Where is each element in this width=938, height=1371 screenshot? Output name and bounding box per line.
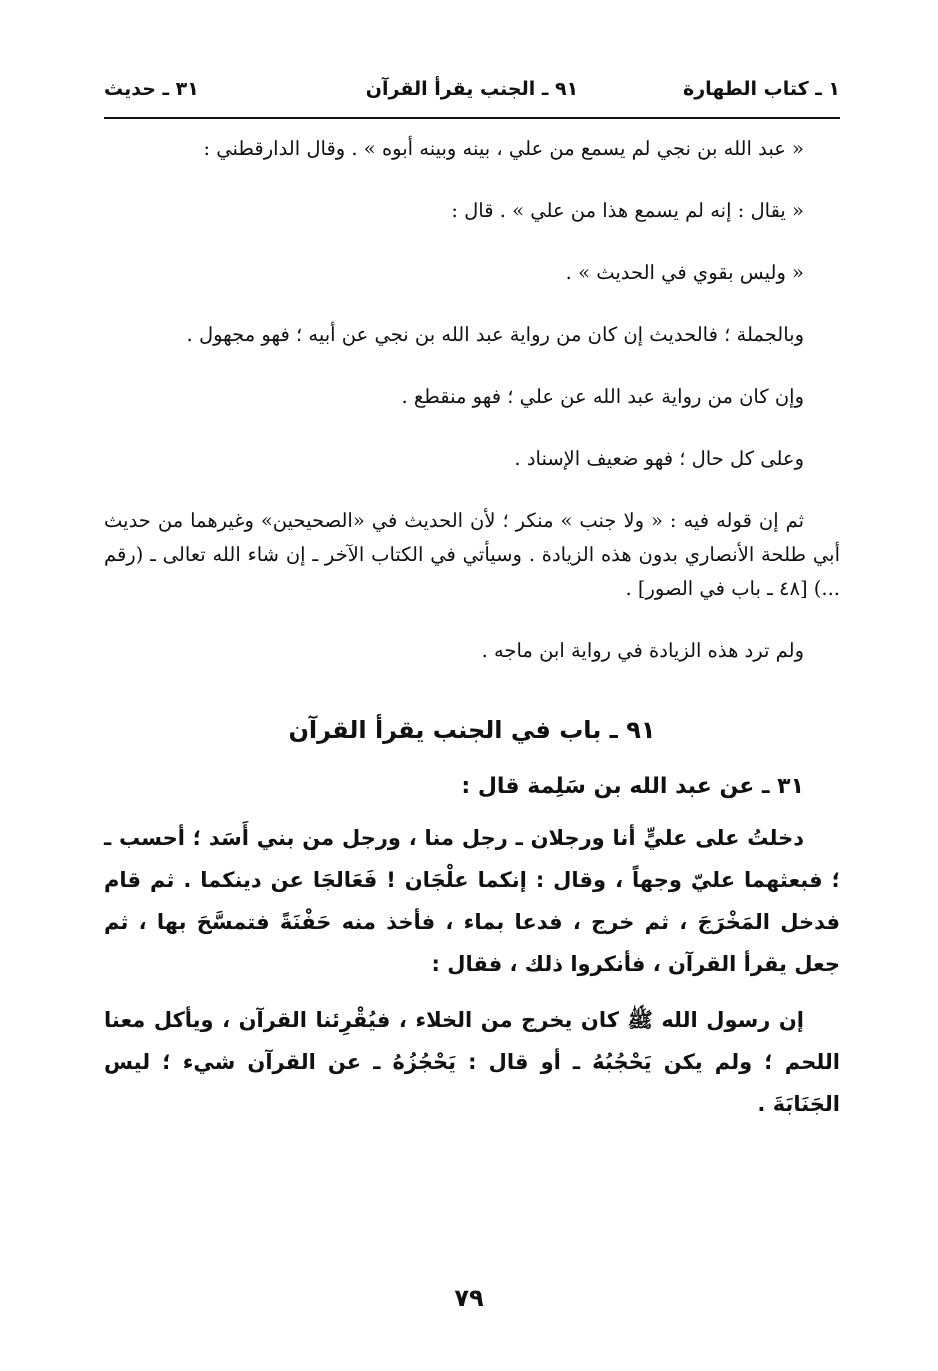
header-book-title: ١ ـ كتاب الطهارة xyxy=(683,78,840,100)
header-hadith-number: ٣١ ـ حديث xyxy=(104,78,199,100)
paragraph-quote-darqutni: « عبد الله بن نجي لم يسمع من علي ، بينه وبينه أبوه » . وقال الدارقطني : xyxy=(203,137,804,160)
page-body xyxy=(104,132,840,1139)
hadith-text: دخلتُ على عليٍّ أنا ورجلان ـ رجل منا ، ورجل من بني أَسَد ؛ أحسب ـ ؛ فبعثهما عليّ وجهاً ، وقال : إنكما علْجَان ! فَعَالجَا عن دينكما . ثم قام فدخل المَخْرَجَ ، ثم خرج ، فدعا بماء ، فأخذ منه حَفْنَةً فتمسَّحَ بها ، ثم جعل يقرأ القرآن ، فأنكروا ذلك ، فقال : xyxy=(104,826,840,976)
paragraph-munkar: ثم إن قوله فيه : « ولا جنب » منكر ؛ لأن الحديث في «الصحيحين» وغيرهما من حديث أبي طلحة الأنصاري بدون هذه الزيادة . وسيأتي في الكتاب الآخر ـ إن شاء الله تعالى ـ (رقم ...) [٤٨ ـ باب في الصور] . xyxy=(104,509,840,600)
paragraph-quote-yuqal: « يقال : إنه لم يسمع هذا من علي » . قال : xyxy=(451,199,804,222)
page-number: ٧٩ xyxy=(454,1284,484,1312)
header-divider xyxy=(104,117,840,119)
hadith-quote: إن رسول الله ﷺ كان يخرج من الخلاء ، فيُقْرِئنا القرآن ، ويأكل معنا اللحم ؛ ولم يكن يَحْجُبُهُ ـ أو قال : يَحْجُزُهُ ـ عن القرآن شيء ؛ ليس الجَنَابَةَ . xyxy=(104,1008,840,1116)
paragraph-daif: وعلى كل حال ؛ فهو ضعيف الإسناد . xyxy=(514,447,804,470)
hadith-title: ٣١ ـ عن عبد الله بن سَلِمة قال : xyxy=(461,774,804,799)
paragraph-ibn-majah: ولم ترد هذه الزيادة في رواية ابن ماجه . xyxy=(481,639,804,662)
chapter-heading: ٩١ ـ باب في الجنب يقرأ القرآن xyxy=(288,716,656,744)
paragraph-summary: وبالجملة ؛ فالحديث إن كان من رواية عبد الله بن نجي عن أبيه ؛ فهو مجهول . xyxy=(186,323,804,346)
paragraph-munqati: وإن كان من رواية عبد الله عن علي ؛ فهو منقطع . xyxy=(401,385,804,408)
running-header xyxy=(104,70,840,114)
header-chapter-title: ٩١ ـ الجنب يقرأ القرآن xyxy=(365,78,579,100)
paragraph-quote-laysa: « وليس بقوي في الحديث » . xyxy=(565,261,804,284)
